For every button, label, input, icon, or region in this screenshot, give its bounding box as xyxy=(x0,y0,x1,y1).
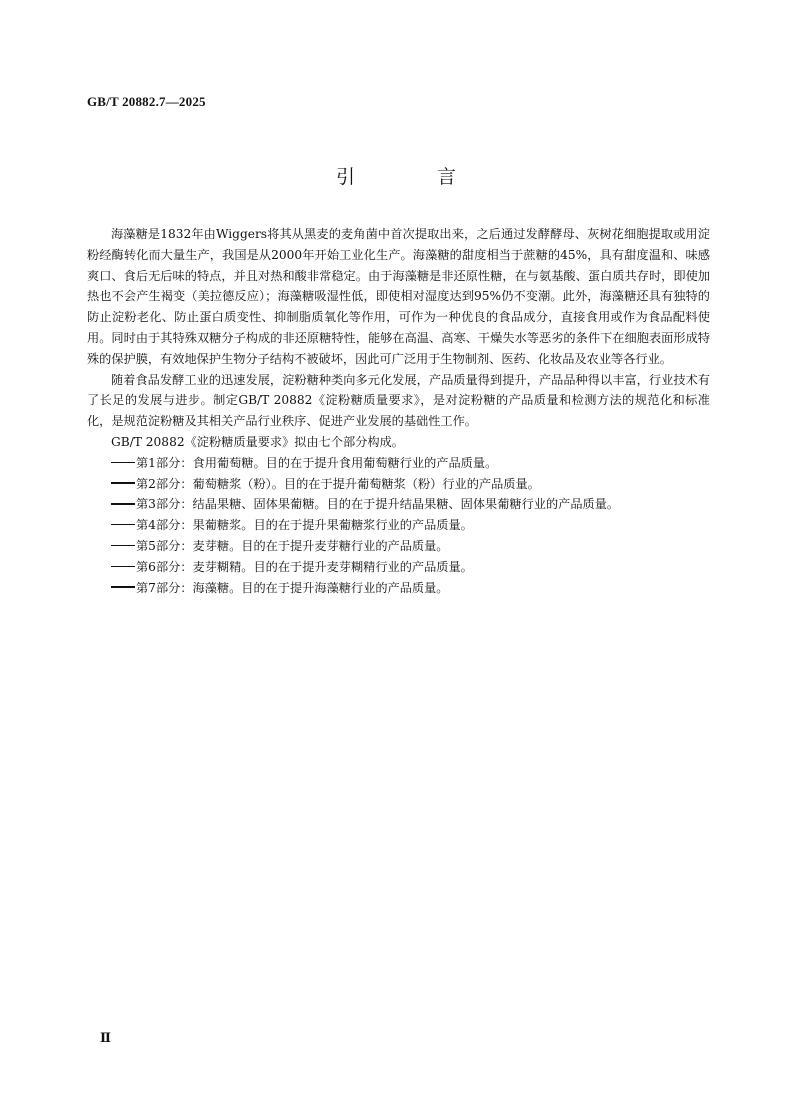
dash-marker xyxy=(111,503,135,504)
page-title: 引 言 xyxy=(335,166,495,188)
list-item xyxy=(87,494,710,515)
standard-number: GB/T 20882.7—2025 xyxy=(87,94,206,109)
dash-marker xyxy=(111,524,135,525)
part-text: 第1部分：食用葡萄糖。目的在于提升食用葡萄糖行业的产品质量。 xyxy=(136,455,498,470)
parts-intro: GB/T 20882《淀粉糖质量要求》拟由七个部分构成。 xyxy=(111,434,404,449)
list-item xyxy=(87,536,710,557)
list-item xyxy=(87,578,710,599)
part-text: 第2部分：葡萄糖浆（粉）。目的在于提升葡萄糖浆（粉）行业的产品质量。 xyxy=(136,476,540,491)
paragraph-trehalose-overview: 海藻糖是1832年由Wiggers将其从黑麦的麦角菌中首次提取出来，之后通过发酵酵母、灰树花细胞提取或用淀粉经酶转化而大量生产，我国是从2000年开始工业化生产。海藻糖的甜度相当于蔗糖的45%，具有甜度温和、味感爽口、食后无后味的特点，并且对热和酸非常稳定。由于海藻糖是非还原性糖，在与氨基酸、蛋白质共存时，即使加热也不会产生褐变（美拉德反应）；海藻糖吸湿性低，即使相对湿度达到95%仍不变潮。此外，海藻糖还具有独特的防止淀粉老化、防止蛋白质变性、抑制脂质氧化等作用，可作为一种优良的食品成分，直接食用或作为食品配料使用。同时由于其特殊双糖分子构成的非还原糖特性，能够在高温、高寒、干燥失水等恶劣的条件下在细胞表面形成特殊的保护膜，有效地保护生物分子结构不被破坏，因此可广泛用于生物制剂、医药、化妆品及农业等各行业。 xyxy=(87,227,710,366)
document-body xyxy=(87,224,710,598)
list-item xyxy=(87,557,710,578)
list-item xyxy=(87,474,710,495)
dash-marker xyxy=(111,586,135,587)
part-text: 第5部分：麦芽糖。目的在于提升麦芽糖行业的产品质量。 xyxy=(136,538,449,553)
page-number: Ⅱ xyxy=(100,1030,111,1045)
part-text: 第3部分：结晶果糖、固体果葡糖。目的在于提升结晶果糖、固体果葡糖行业的产品质量。 xyxy=(136,497,620,512)
part-text: 第6部分：麦芽糊精。目的在于提升麦芽糊精行业的产品质量。 xyxy=(136,559,473,574)
paragraph-industry-background: 随着食品发酵工业的迅速发展，淀粉糖种类向多元化发展，产品质量得到提升，产品品种得以丰富，行业技术有了长足的发展与进步。制定GB/T 20882《淀粉糖质量要求》，是对淀粉糖的产品质量和检测方法的规范化和标准化，是规范淀粉糖及其相关产品行业秩序、促进产业发展的基础性工作。 xyxy=(87,372,710,429)
part-text: 第7部分：海藻糖。目的在于提升海藻糖行业的产品质量。 xyxy=(136,580,449,595)
dash-marker xyxy=(111,482,135,483)
part-text: 第4部分：果葡糖浆。目的在于提升果葡糖浆行业的产品质量。 xyxy=(136,518,473,533)
dash-marker xyxy=(111,566,135,567)
list-item xyxy=(87,515,710,536)
dash-marker xyxy=(111,545,135,546)
list-item xyxy=(87,453,710,474)
parts-list xyxy=(87,453,710,599)
dash-marker xyxy=(111,462,135,463)
